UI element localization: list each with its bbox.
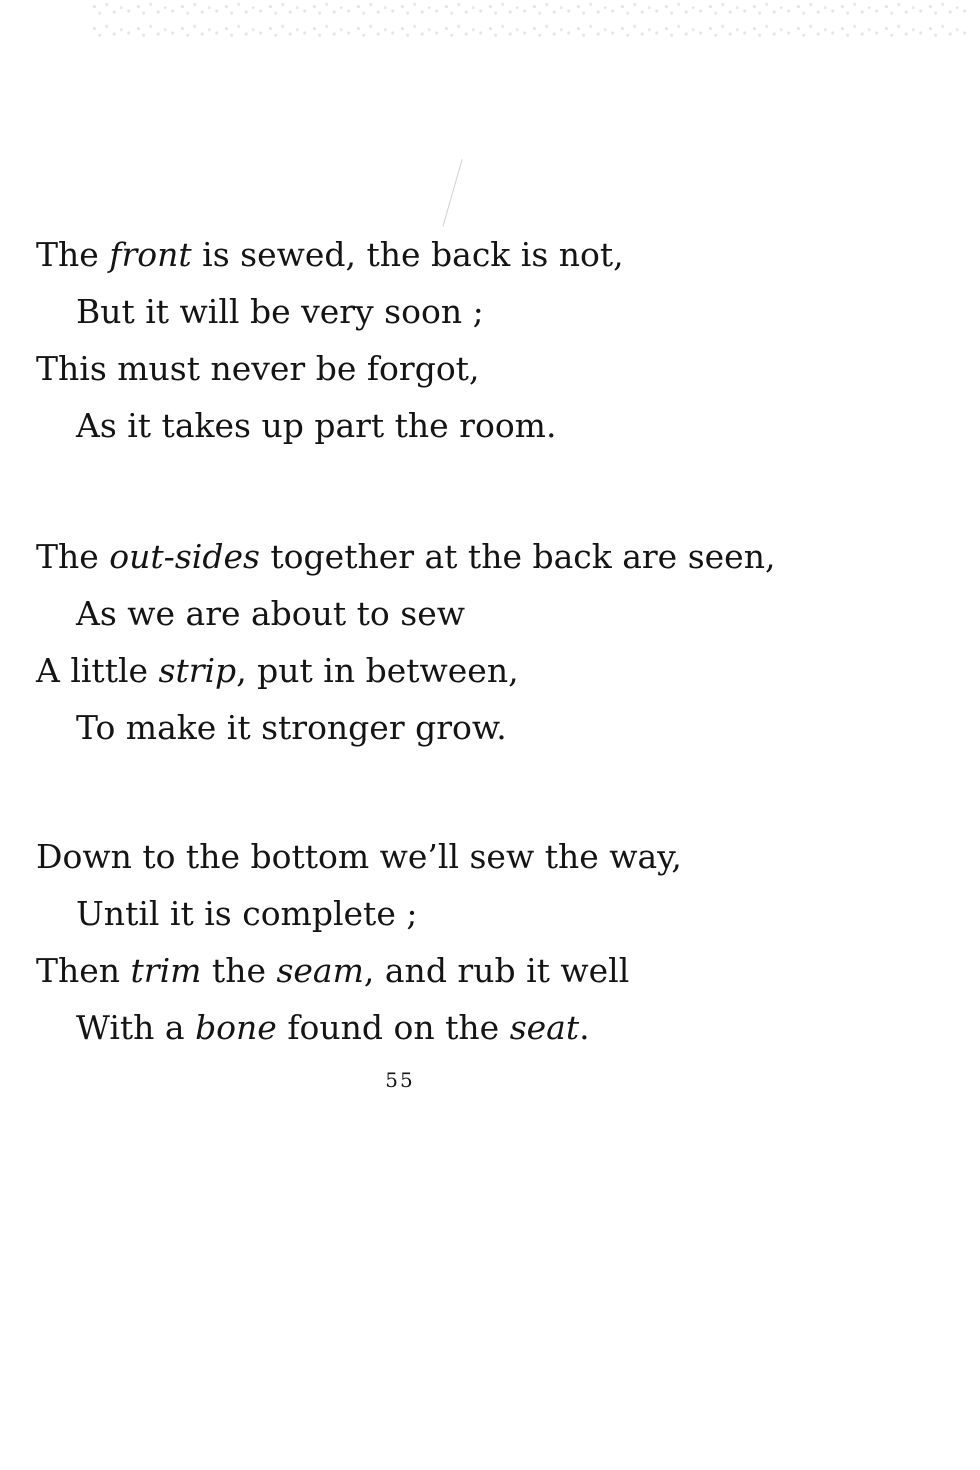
text-run: With a bbox=[76, 1008, 196, 1047]
text-run: The bbox=[36, 235, 110, 274]
stanza bbox=[36, 226, 936, 454]
verse-line bbox=[36, 397, 936, 454]
verse-line bbox=[36, 828, 936, 885]
text-run: Then bbox=[36, 951, 131, 990]
text-run: is sewed, the back is not, bbox=[191, 235, 624, 274]
text-run: Down to the bottom we’ll sew the way, bbox=[36, 837, 682, 876]
verse-line bbox=[36, 942, 936, 999]
text-run: The bbox=[36, 537, 110, 576]
page-number: 55 bbox=[385, 1068, 415, 1092]
text-run: found on the bbox=[276, 1008, 510, 1047]
text-run: together at the back are seen, bbox=[259, 537, 776, 576]
verse-line bbox=[36, 999, 936, 1056]
verse-line bbox=[36, 226, 936, 283]
text-run: , and rub it well bbox=[363, 951, 630, 990]
stanza bbox=[36, 828, 936, 1056]
italic-run: out-sides bbox=[109, 537, 260, 576]
verse-line bbox=[36, 699, 936, 756]
italic-run: front bbox=[109, 235, 192, 274]
text-run: As it takes up part the room. bbox=[76, 406, 557, 445]
text-run: , put in between, bbox=[236, 651, 519, 690]
verse-line bbox=[36, 528, 936, 585]
italic-run: seam bbox=[276, 951, 364, 990]
verse-line bbox=[36, 885, 936, 942]
verse-line bbox=[36, 585, 936, 642]
italic-run: seat bbox=[509, 1008, 580, 1047]
text-run: A little bbox=[36, 651, 159, 690]
text-run: To make it stronger grow. bbox=[76, 708, 507, 747]
verse-line bbox=[36, 340, 936, 397]
italic-run: strip bbox=[158, 651, 237, 690]
italic-run: trim bbox=[130, 951, 202, 990]
text-run: Until it is complete ; bbox=[76, 894, 418, 933]
verse-line bbox=[36, 642, 936, 699]
scan-scratch bbox=[442, 159, 462, 227]
text-run: the bbox=[201, 951, 277, 990]
text-run: . bbox=[579, 1008, 590, 1047]
text-run: But it will be very soon ; bbox=[76, 292, 484, 331]
text-run: This must never be forgot, bbox=[36, 349, 480, 388]
verse-line bbox=[36, 283, 936, 340]
scan-speckle bbox=[90, 0, 970, 44]
text-run: As we are about to sew bbox=[76, 594, 465, 633]
italic-run: bone bbox=[195, 1008, 277, 1047]
stanza bbox=[36, 528, 936, 756]
